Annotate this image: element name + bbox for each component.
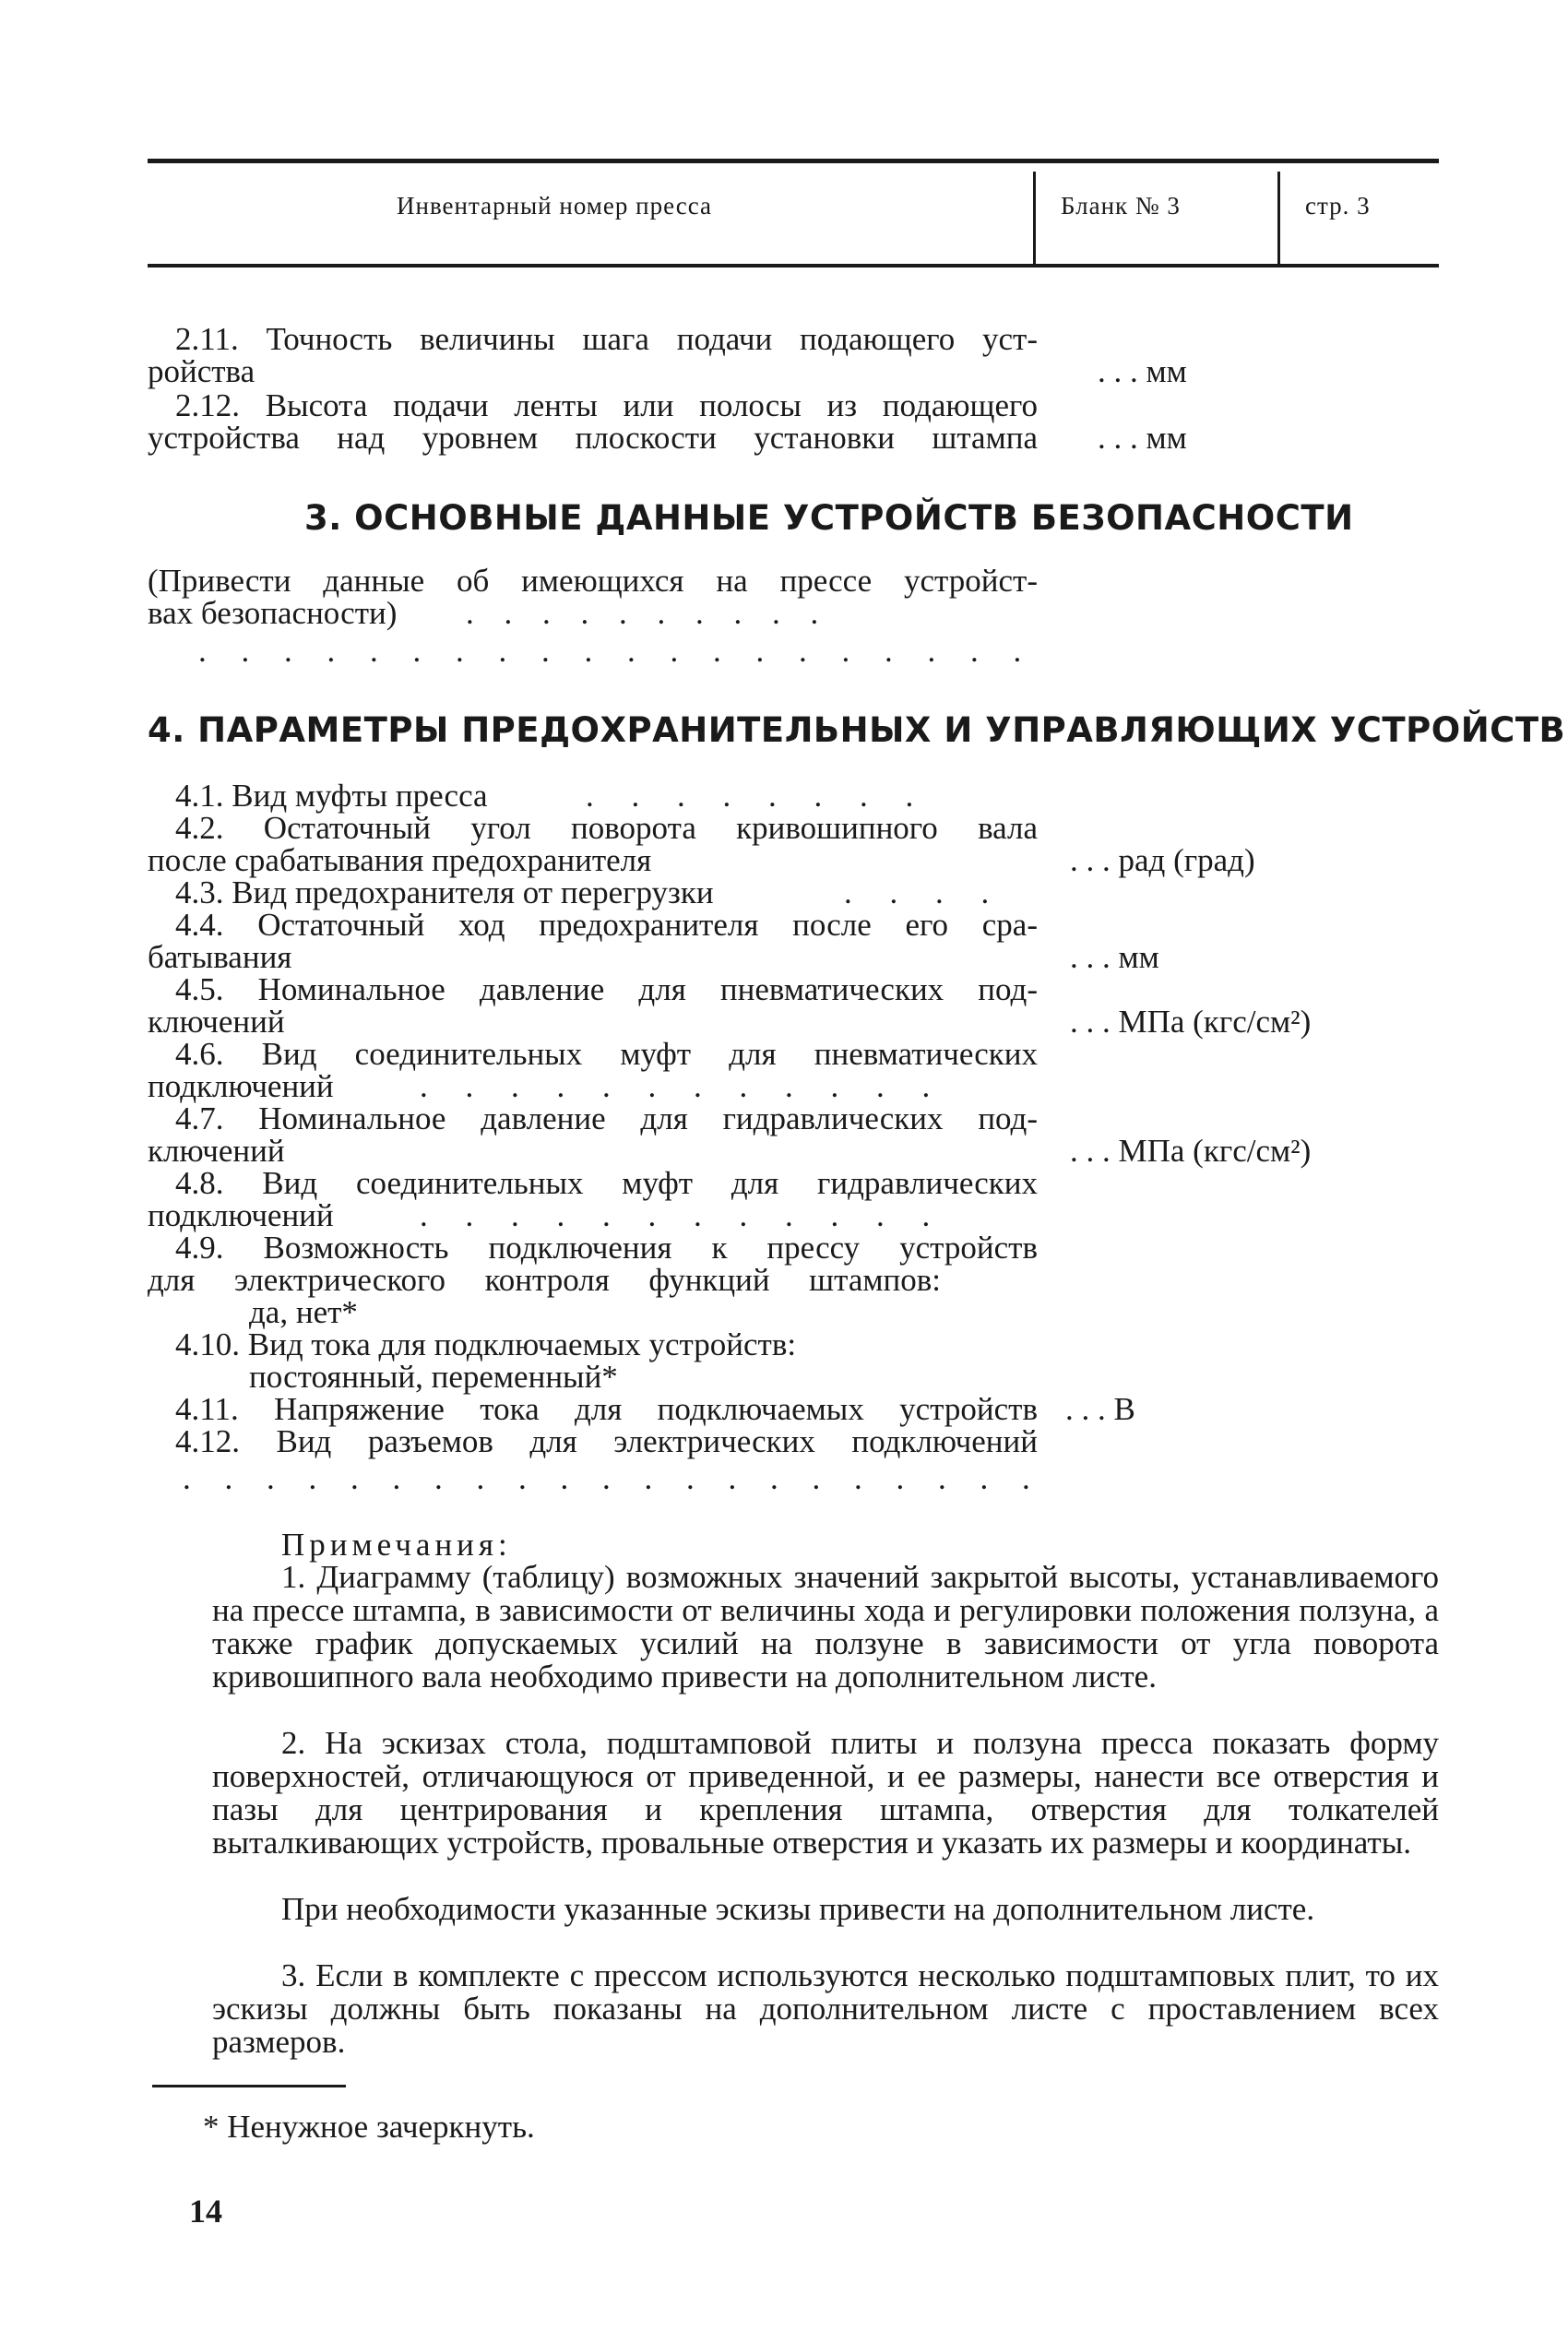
note-1: 1. Диаграмму (таблицу) возможных значений закрытой высоты, устанавливаемого на прессе штампа, в зависимости от величины хода и регулировки положения ползуна, а также график допускаемых усилий на ползуне в зависимости от угла поворота кривошипного вала необходимо привести на дополнительном листе. xyxy=(212,1559,1439,1695)
note-3: 3. Если в комплекте с прессом используются несколько подштамповых плит, то их эскизы должны быть показаны на дополнительном листе с проставлением всех размеров. xyxy=(212,1957,1439,2060)
note-2-extra: При необходимости указанные эскизы привести на дополнительном листе. xyxy=(281,1891,1315,1927)
footnote-rule xyxy=(152,2085,346,2087)
notes-title: Примечания: xyxy=(281,1527,512,1563)
section-4-heading: 4. ПАРАМЕТРЫ ПРЕДОХРАНИТЕЛЬНЫХ И УПРАВЛЯЮЩИХ УСТРОЙСТВ xyxy=(148,710,1566,750)
header-separator xyxy=(1033,172,1036,264)
form-number-label: Бланк № 3 xyxy=(1061,192,1181,220)
page-number: 14 xyxy=(189,2193,222,2230)
footnote: * Ненужное зачеркнуть. xyxy=(203,2109,535,2145)
header-separator xyxy=(1277,172,1280,264)
section-3-heading: 3. ОСНОВНЫЕ ДАННЫЕ УСТРОЙСТВ БЕЗОПАСНОСТИ xyxy=(304,498,1354,538)
page-label: стр. 3 xyxy=(1305,192,1371,220)
header-bottom-rule xyxy=(148,264,1439,268)
note-2: 2. На эскизах стола, подштамповой плиты и ползуна пресса показать форму поверхностей, отличающуюся от приведенной, и ее размеры, нанести все отверстия и пазы для центрирования и крепления штампа, отверстия для толкателей выталкивающих устройств, провальные отверстия и указать их размеры и координаты. xyxy=(212,1725,1439,1861)
inventory-number-label: Инвентарный номер пресса xyxy=(397,192,713,220)
header-top-rule xyxy=(148,159,1439,163)
